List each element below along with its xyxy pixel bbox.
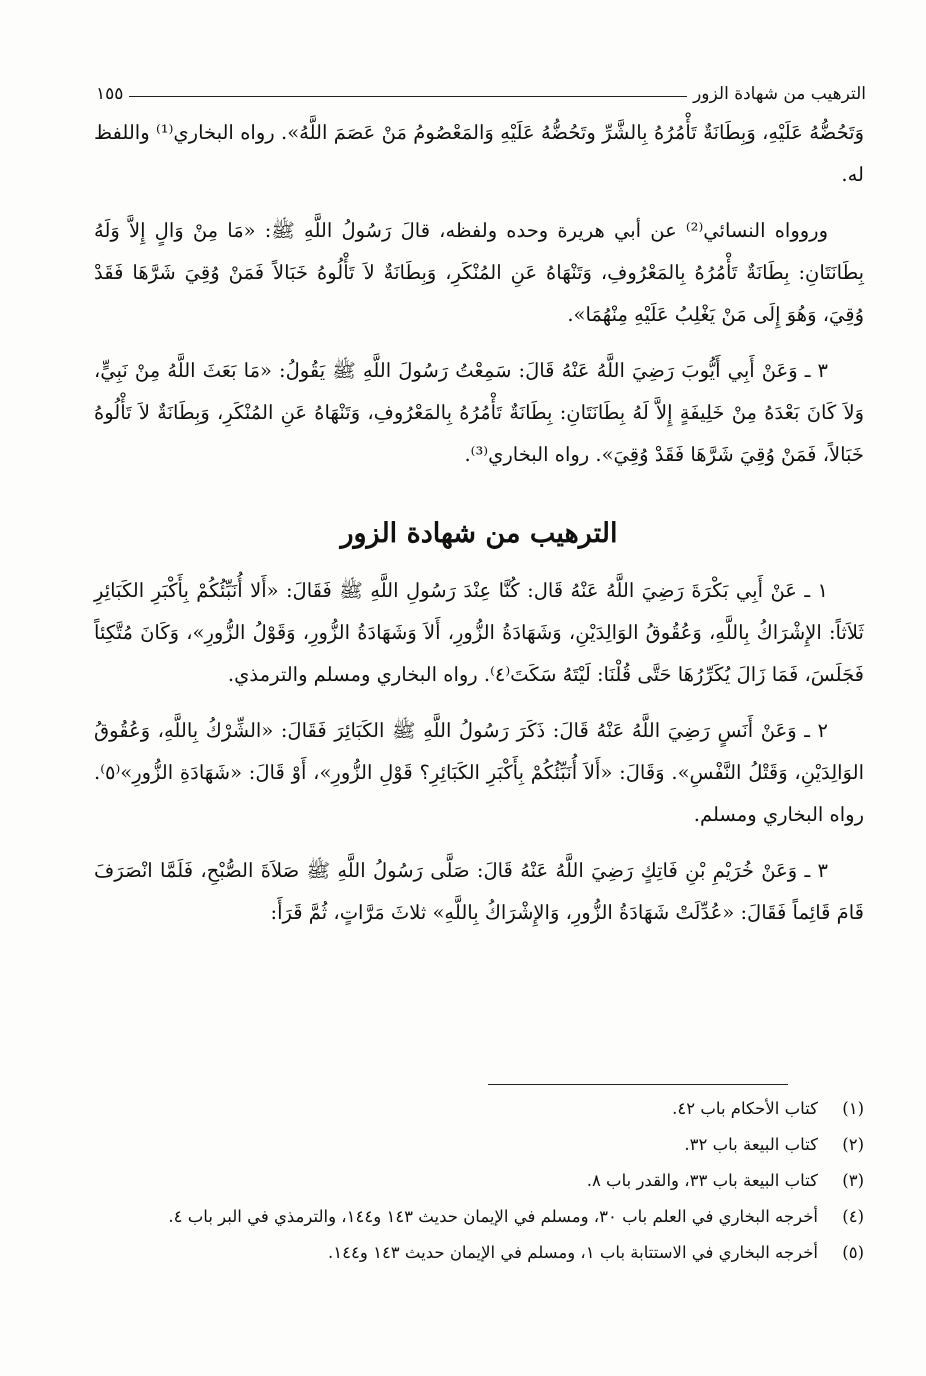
header-rule — [129, 96, 687, 97]
footnote-text: كتاب الأحكام باب ٤٢. — [672, 1099, 818, 1118]
footnote-number: (٤) — [842, 1207, 864, 1226]
page-body — [94, 112, 864, 948]
footnote — [90, 1094, 864, 1123]
paragraph: ٣ ـ وَعَنْ أَبِي أَيُّوبَ رَضِيَ اللَّهُ عَنْهُ قَالَ: سَمِعْتُ رَسُولَ اللَّهِ ﷺ يَقُولُ: «مَا بَعَثَ اللَّهُ مِنْ نَبِيٍّ، وَلاَ كَانَ بَعْدَهُ مِنْ خَلِيفَةٍ إِلاَّ لَهُ بِطَانَتَانِ: بِطَانَةٌ تَأْمُرُهُ بِالمَعْرُوفِ، وَتَنْهَاهُ عَنِ المُنْكَرِ، وَبِطَانَةٌ لاَ تَأْلُوهُ خَبَالاً، فَمَنْ وُقِيَ شَرَّهَا فَقَدْ وُقِيَ». رواه البخاري⁽³⁾. — [94, 359, 864, 466]
footnote-text: كتاب البيعة باب ٣٢. — [684, 1135, 818, 1154]
footnote — [90, 1166, 864, 1195]
paragraph: وروواه النسائي⁽²⁾ عن أبي هريرة وحده ولفظه، قالَ رَسُولُ اللَّهِ ﷺ: «مَا مِنْ وَالٍ إِلاَّ وَلَهُ بِطَانَتَانِ: بِطَانَةٌ تَأْمُرُهُ بِالمَعْرُوفِ، وَتَنْهَاهُ عَنِ المُنْكَرِ، وَبِطَانَةٌ لاَ تَأْلُوهُ خَبَالاً فَمَنْ وُقِيَ شَرَّهَا فَقَدْ وُقِيَ، وَهُوَ إِلَى مَنْ يَغْلِبُ عَلَيْهِ مِنْهُمَا». — [94, 219, 864, 326]
running-header-title: الترهيب من شهادة الزور — [693, 84, 866, 104]
footnote-text: أخرجه البخاري في العلم باب ٣٠، ومسلم في الإيمان حديث ١٤٣ و١٤٤، والترمذي في البر باب ٤. — [168, 1207, 818, 1226]
paragraph: ٣ ـ وَعَنْ خُرَيْمِ بْنِ فَاتِكٍ رَضِيَ اللَّهُ عَنْهُ قَالَ: صَلَّى رَسُولُ اللَّهِ ﷺ صَلاَةَ الصُّبْحِ، فَلَمَّا انْصَرَفَ قَامَ قَائِماً فَقَالَ: «عُدِّلَتْ شَهَادَةُ الزُّورِ، وَالإِشْرَاكُ بِاللَّهِ» ثلاثَ مَرَّاتٍ، ثُمَّ قَرَأَ: — [94, 859, 864, 924]
footnote-separator — [488, 1084, 788, 1085]
page-number: ١٥٥ — [96, 84, 124, 104]
paragraph: ١ ـ عَنْ أَبِي بَكْرَةَ رَضِيَ اللَّهُ عَنْهُ قَال: كُنَّا عِنْدَ رَسُولِ اللَّهِ ﷺ فَقَالَ: «أَلا أُنَبِّئُكُمْ بِأَكْبَرِ الكَبَائِرِ ثَلاَثاً: الإِشْرَاكُ بِاللَّهِ، وَعُقُوقُ الوَالِدَيْنِ، وَشَهَادَةُ الزُّورِ، أَلاَ وَشَهَادَةُ الزُّورِ، وَقَوْلُ الزُّورِ»، وَكَانَ مُتَّكِئاً فَجَلَسَ، فَمَا زَالَ يُكَرِّرُهَا حَتَّى قُلْنَا: لَيْتَهُ سَكَتَ⁽٤⁾. رواه البخاري ومسلم والترمذي. — [94, 579, 864, 686]
footnote — [90, 1130, 864, 1159]
footnote-number: (٣) — [842, 1171, 864, 1190]
paragraph: ٢ ـ وَعَنْ أَنَسٍ رَضِيَ اللَّهُ عَنْهُ قَالَ: ذَكَرَ رَسُولُ اللَّهِ ﷺ الكَبَائِرَ فَقَالَ: «الشِّرْكُ بِاللَّهِ، وَعُقُوقُ الوَالِدَيْنِ، وَقَتْلُ النَّفْسِ». وَقَالَ: «أَلاَ أُنَبِّئُكُمْ بِأَكْبَرِ الكَبَائِرِ؟ قَوْلِ الزُّورِ»، أَوْ قَالَ: «شَهَادَةِ الزُّورِ»⁽٥⁾. رواه البخاري ومسلم. — [94, 719, 864, 826]
footnote-number: (١) — [842, 1099, 864, 1118]
running-header — [96, 70, 866, 104]
section-title: الترهيب من شهادة الزور — [340, 518, 618, 549]
footnote — [90, 1238, 864, 1267]
footnote-number: (٥) — [842, 1243, 864, 1262]
footnote — [90, 1202, 864, 1231]
footnote-number: (٢) — [842, 1135, 864, 1154]
footnote-text: أخرجه البخاري في الاستتابة باب ١، ومسلم في الإيمان حديث ١٤٣ و١٤٤. — [328, 1243, 818, 1262]
paragraph: وَتَحُضُّهُ عَلَيْهِ، وَبِطَانَةٌ تَأْمُرُهُ بِالشَّرِّ وتَحُضُّهُ عَلَيْهِ وَالمَعْصُومُ مَنْ عَصَمَ اللَّهُ». رواه البخاري⁽¹⁾ واللفظ له. — [94, 121, 865, 186]
footnotes — [90, 1094, 864, 1274]
footnote-text: كتاب البيعة باب ٣٣، والقدر باب ٨. — [586, 1171, 818, 1190]
